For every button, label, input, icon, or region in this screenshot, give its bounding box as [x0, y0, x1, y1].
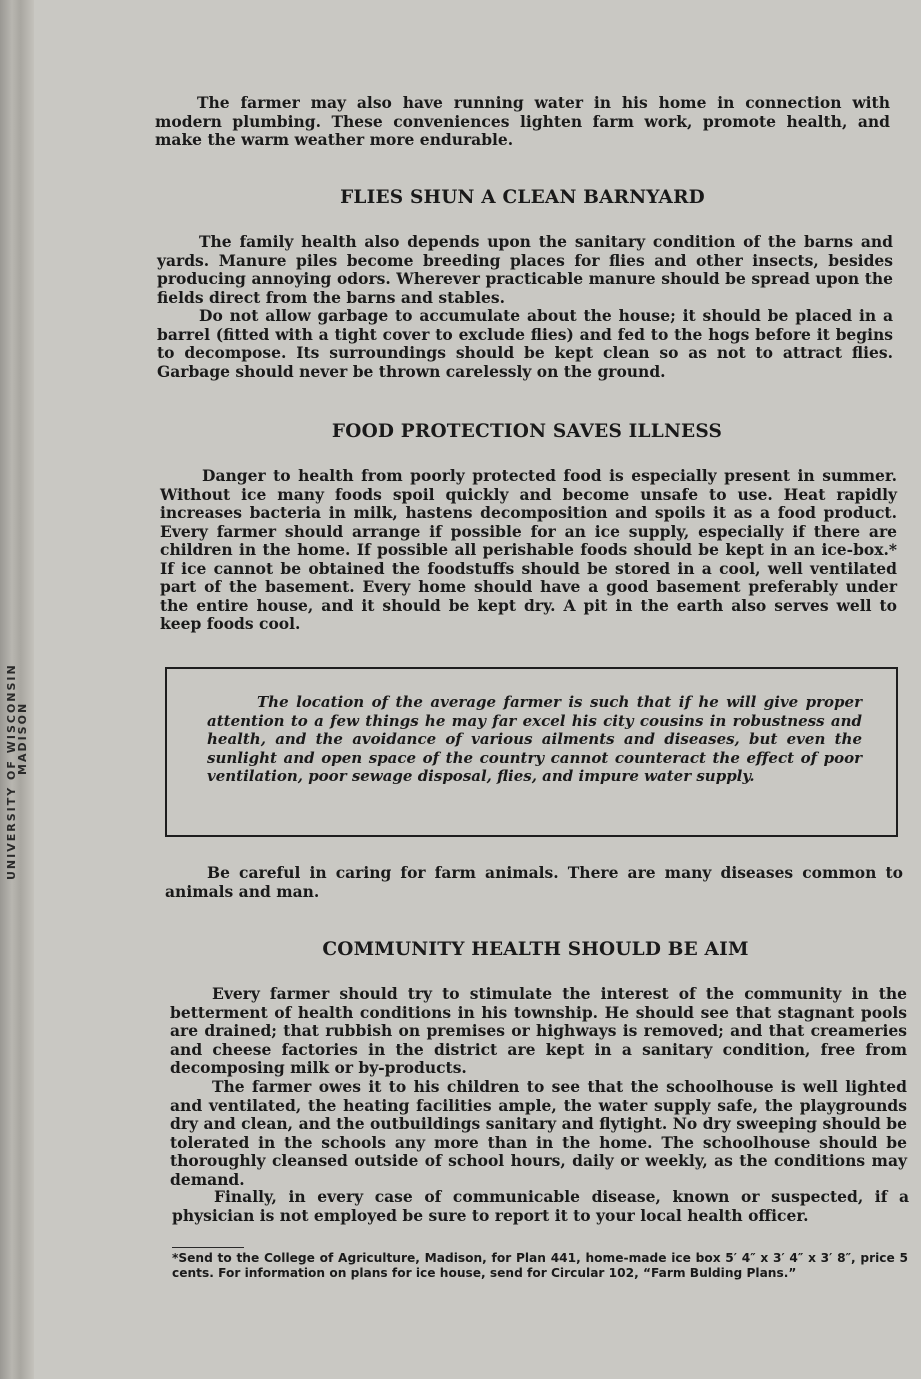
intro-paragraph: The farmer may also have running water in his home in connection with modern plumbing. These conveniences lighten farm work, promote health, and make the warm weather more endurable.	[155, 93, 890, 149]
food-paragraph: Danger to health from poorly protected food is especially present in summer. Without ice many foods spoil quickly and become unsafe to use. Heat rapidly increases bacteria in milk, hastens decomposition and spoils it as a food product. Every farmer should arrange if possible for an ice supply, especially if there are children in the home. If possible all perishable foods should be kept in an ice-box.* If ice cannot be obtained the foodstuffs should be stored in a cool, well ventilated part of the basement. Every home should have a good basement preferably under the entire house, and it should be kept dry. A pit in the earth also serves well to keep foods cool.	[160, 466, 897, 633]
heading-community: COMMUNITY HEALTH SHOULD BE AIM	[322, 939, 749, 960]
library-stamp	[6, 540, 28, 880]
callout-box	[165, 667, 898, 837]
animals-paragraph: Be careful in caring for farm animals. There are many diseases common to animals and man.	[165, 863, 903, 901]
callout-text: The location of the average farmer is such that if he will give proper attention to a few things he may far excel his city cousins in robustness and health, and the avoidance of various ailments and diseases, but even the sunlight and open space of the country cannot counteract the effect of poor ventilation, poor sewage disposal, flies, and impure water supply.	[207, 693, 862, 785]
community-paragraph-1: Every farmer should try to stimulate the interest of the community in the betterment of health conditions in his township. He should see that stagnant pools are drained; that rubbish on premises or highways is removed; and that creameries and cheese factories in the district are kept in a sanitary condition, free from decomposing milk or by-products.	[170, 984, 907, 1077]
book-binding-edge	[0, 0, 34, 1379]
library-stamp-line1: UNIVERSITY OF WISCONSIN	[5, 663, 18, 880]
community-paragraph-3: Finally, in every case of communicable disease, known or suspected, if a physician is not employed be sure to report it to your local health officer.	[172, 1187, 909, 1225]
heading-flies: FLIES SHUN A CLEAN BARNYARD	[340, 187, 705, 208]
community-paragraph-2: The farmer owes it to his children to see that the schoolhouse is well lighted and ventilated, the heating facilities ample, the water supply safe, the playgrounds dry and clean, and the outbuildings sanitary and flytight. No dry sweeping should be tolerated in the schools any more than in the home. The schoolhouse should be thoroughly cleansed outside of school hours, daily or weekly, as the conditions may demand.	[170, 1077, 907, 1189]
footnote: *Send to the College of Agriculture, Madison, for Plan 441, home-made ice box 5′ 4″ x 3′ 4″ x 3′ 8″, price 5 cents. For information on plans for ice house, send for Circular 102, “Farm Bulding Plans.”	[172, 1251, 908, 1280]
library-stamp-line2: MADISON	[16, 701, 29, 775]
flies-paragraph-1: The family health also depends upon the sanitary condition of the barns and yards. Manure piles become breeding places for flies and other insects, besides producing annoying odors. Wherever practicable manure should be spread upon the fields direct from the barns and stables.	[157, 232, 893, 307]
heading-food: FOOD PROTECTION SAVES ILLNESS	[331, 421, 723, 442]
footnote-rule	[172, 1247, 244, 1248]
flies-paragraph-2: Do not allow garbage to accumulate about the house; it should be placed in a barrel (fitted with a tight cover to exclude flies) and fed to the hogs before it begins to decompose. Its surroundings should be kept clean so as not to attract flies. Garbage should never be thrown carelessly on the ground.	[157, 306, 893, 381]
